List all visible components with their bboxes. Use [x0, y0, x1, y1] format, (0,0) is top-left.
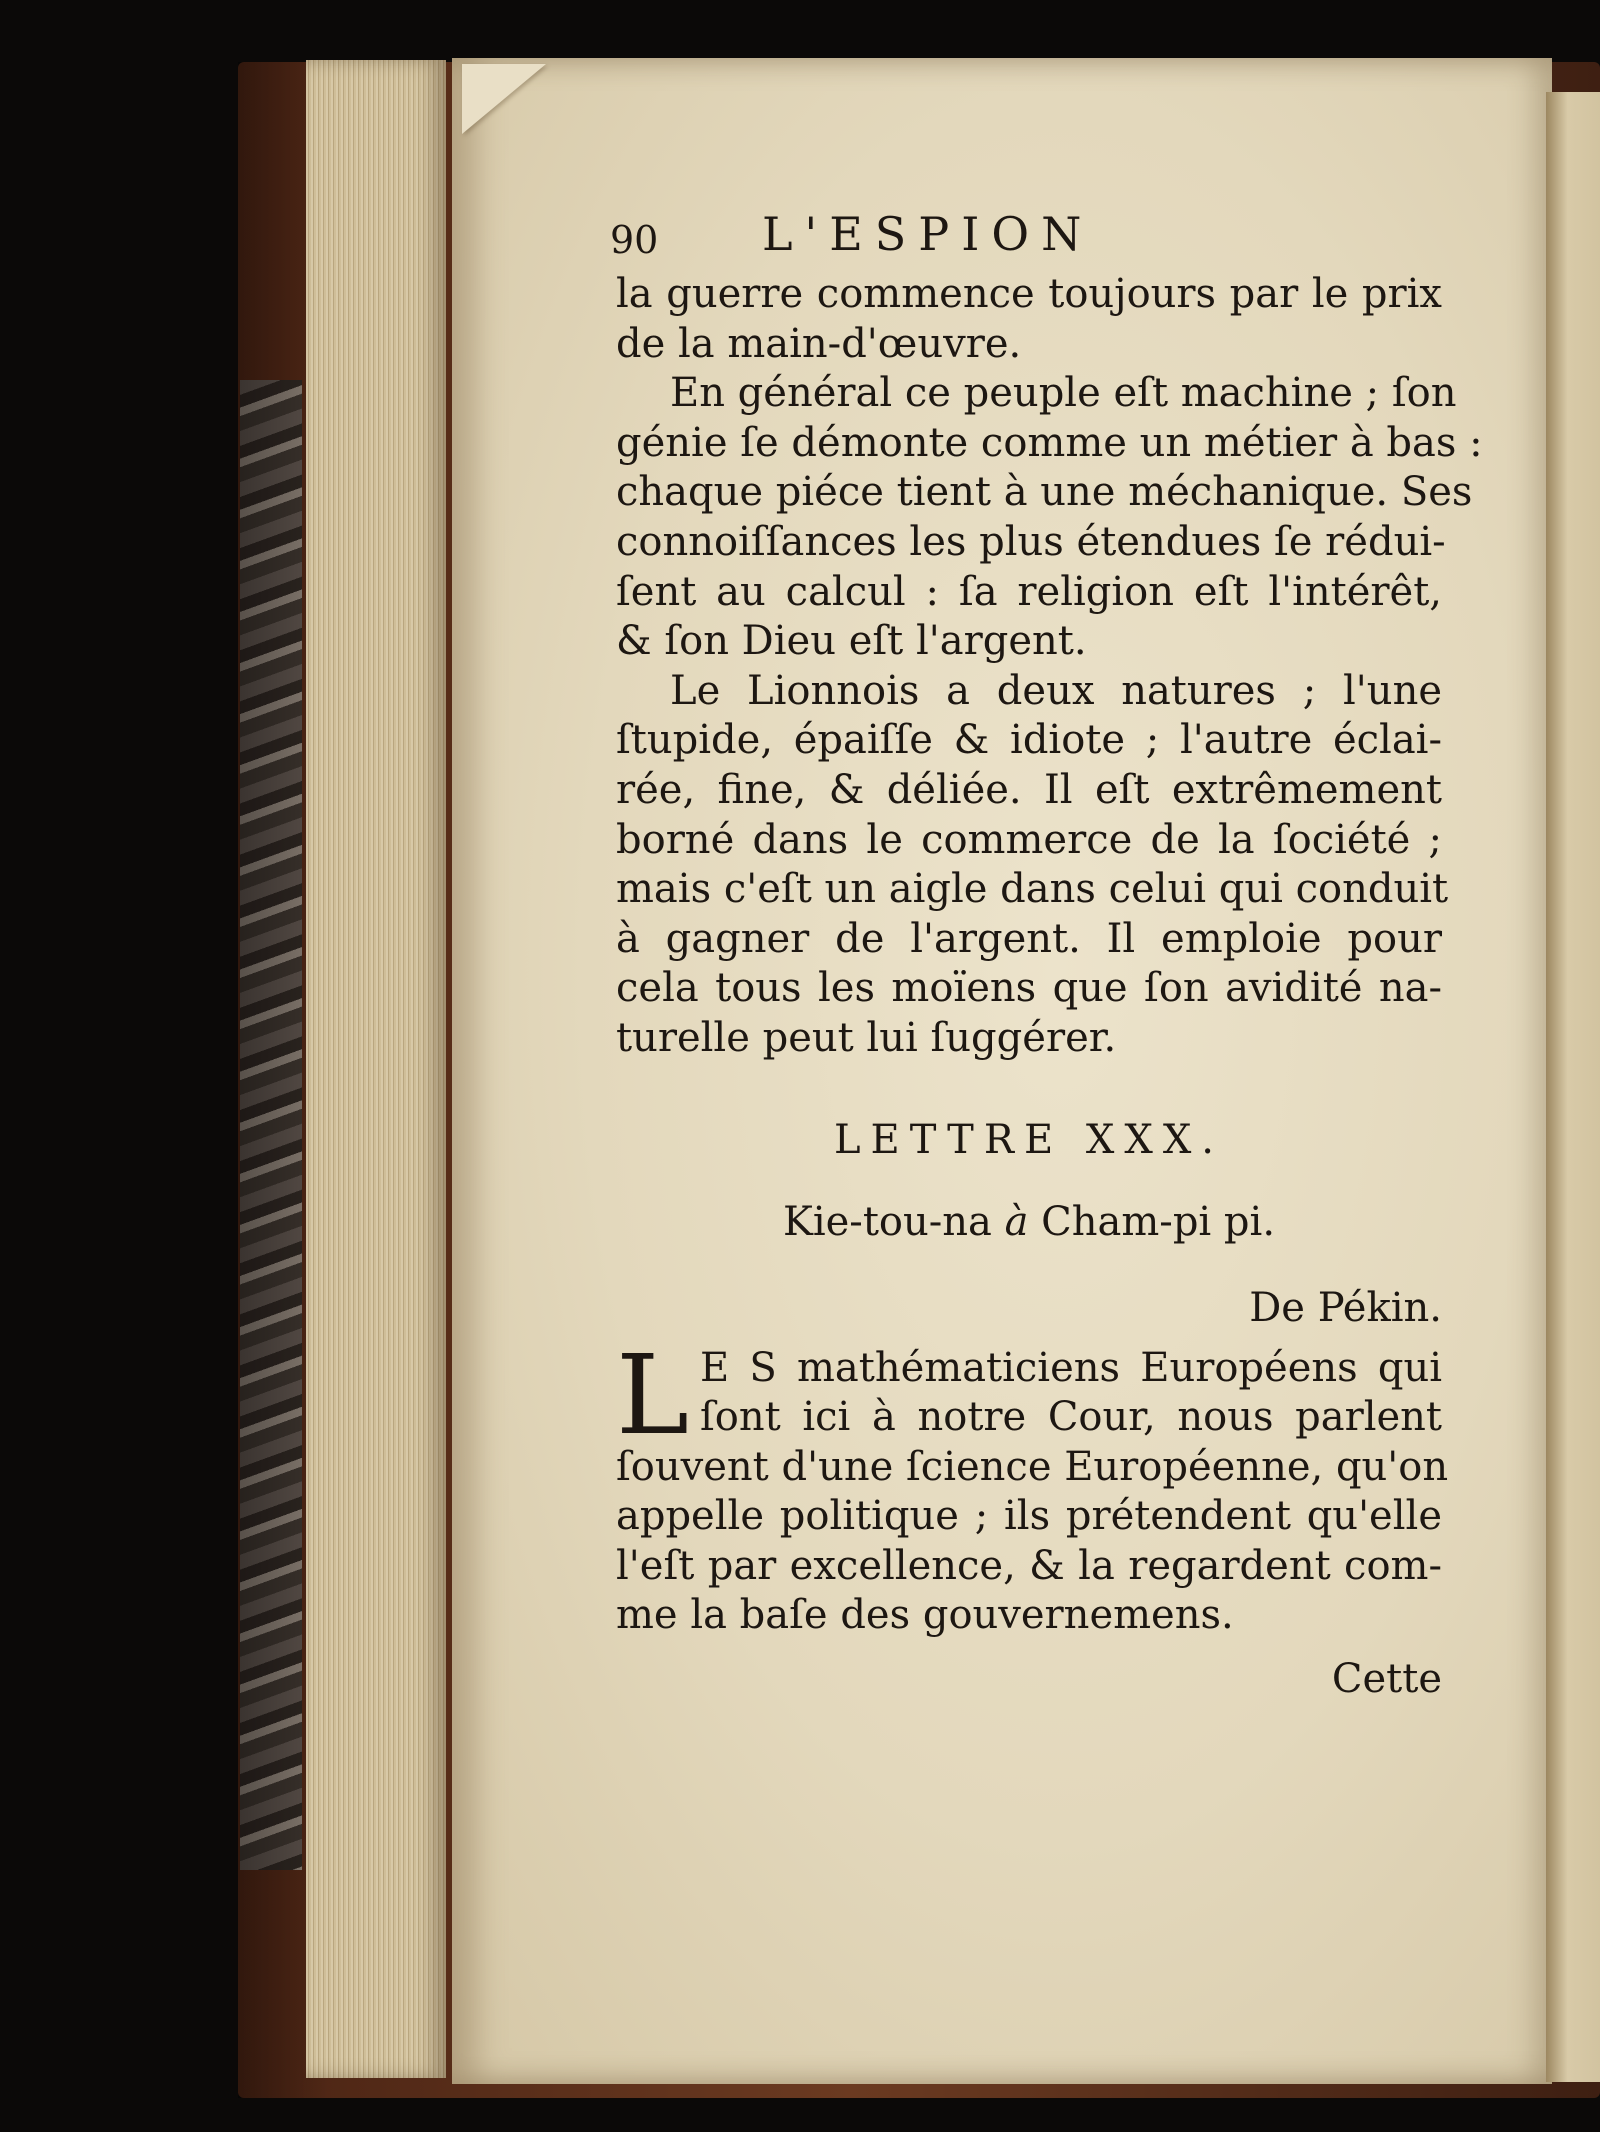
subtitle-preposition: à [1004, 1198, 1029, 1245]
text-line: la guerre commence toujours par le prix [616, 271, 1442, 317]
paragraph-4 [616, 1330, 1449, 1642]
drop-cap: L [616, 1330, 690, 1459]
text-line: En général ce peuple eſt machine ; ſon [670, 370, 1457, 417]
text-line: rée, fine, & déliée. Il eſt extrêmement [616, 766, 1442, 813]
text-line: à gagner de l'argent. Il emploie pour [616, 915, 1442, 962]
text-line: E S mathématiciens Européens qui [700, 1344, 1442, 1391]
text-line: appelle politique ; ils prétendent qu'elle [616, 1493, 1442, 1540]
text-line: turelle peut lui ſuggérer. [616, 1014, 1117, 1061]
text-line: chaque piéce tient à une méchanique. Ses [616, 469, 1473, 516]
text-line: mais c'eſt un aigle dans celui qui conduit [616, 866, 1449, 913]
page-header [610, 206, 1442, 270]
text-line: connoiſſances les plus étendues ſe rédui- [616, 518, 1446, 565]
catchword: Cette [1331, 1656, 1442, 1703]
text-line: cela tous les moïens que ſon avidité na- [616, 965, 1442, 1012]
page-number: 90 [610, 218, 659, 262]
recipient-name: Cham-pi pi. [1041, 1198, 1276, 1245]
sender-name: Kie-tou-na [782, 1198, 992, 1245]
text-line: génie ſe démonte comme un métier à bas : [616, 419, 1483, 466]
paragraph-3 [616, 667, 1449, 1064]
text-line: ſont ici à notre Cour, nous parlent [700, 1394, 1442, 1441]
text-line: l'eſt par excellence, & la regardent com- [616, 1542, 1442, 1589]
folded-page-corner [462, 64, 546, 134]
paragraph-2 [616, 369, 1483, 667]
running-title: L'ESPION [762, 207, 1094, 261]
facing-page-edge [1546, 92, 1600, 2082]
text-line: & ſon Dieu eſt l'argent. [616, 618, 1087, 665]
text-line: me la baſe des gouvernemens. [616, 1592, 1234, 1639]
paragraph-1 [616, 270, 1442, 369]
letter-place: De Pékin. [1249, 1284, 1442, 1331]
text-line: ſent au calcul : ſa religion eſt l'intérêt, [616, 568, 1442, 615]
letter-subtitle [616, 1198, 1442, 1258]
text-line: ſouvent d'une ſcience Européenne, qu'on [616, 1443, 1449, 1490]
text-line: ſtupide, épaiſſe & idiote ; l'autre éclai- [616, 717, 1442, 764]
text-line: de la main-d'œuvre. [616, 320, 1022, 367]
page-edges [306, 60, 446, 2078]
text-line: borné dans le commerce de la ſociété ; [616, 816, 1442, 863]
letter-title: LETTRE XXX. [833, 1116, 1225, 1163]
page-text [610, 206, 1483, 1705]
text-line: Le Lionnois a deux natures ; l'une [670, 667, 1442, 714]
